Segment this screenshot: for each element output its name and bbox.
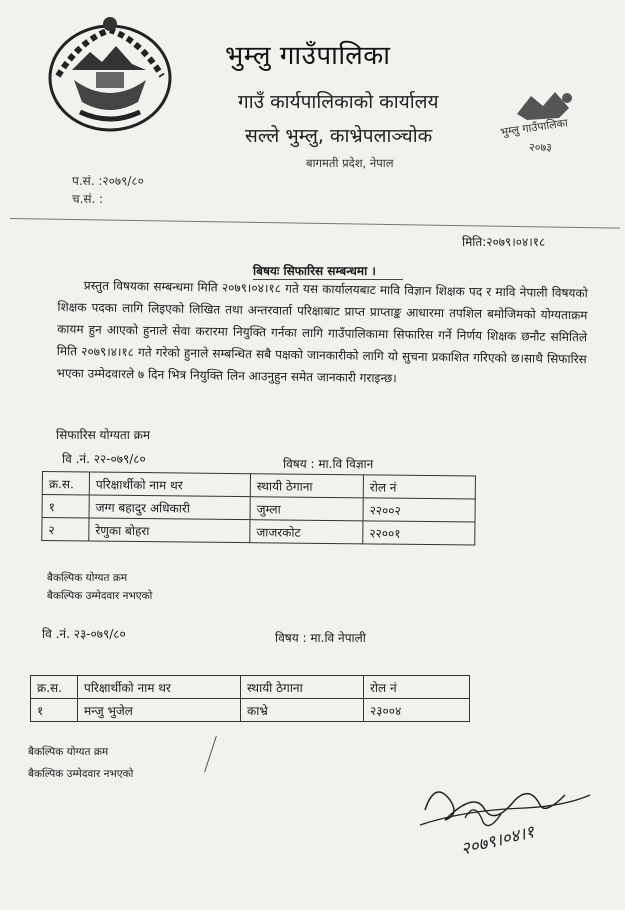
table-cell: जुम्ला bbox=[250, 497, 363, 521]
section1-table bbox=[41, 471, 476, 546]
table-cell: १ bbox=[42, 495, 89, 518]
header-cell: रोल नं bbox=[363, 475, 475, 499]
stamp-name: भुम्लु गाउँपालिका bbox=[499, 116, 569, 139]
signature-date: २०७९।०४।१ bbox=[459, 822, 537, 860]
table-cell: मन्जु भुजेल bbox=[78, 699, 241, 722]
signature-icon bbox=[405, 770, 605, 870]
header-cell: परिक्षार्थीको नाम थर bbox=[89, 472, 250, 497]
table-row bbox=[42, 518, 475, 546]
header-cell: परिक्षार्थीको नाम थर bbox=[78, 676, 241, 699]
section2-table bbox=[30, 675, 470, 722]
table-row bbox=[31, 699, 470, 722]
table-header-row bbox=[31, 676, 470, 699]
header-divider bbox=[10, 218, 620, 229]
table-cell: जाजरकोट bbox=[250, 520, 363, 544]
table-cell: काभ्रे bbox=[241, 699, 364, 722]
letter-body bbox=[56, 274, 588, 392]
body-paragraph: प्रस्तुत विषयका सम्बन्धमा मिति २०७९।०४।१८ गते यस कार्यालयबाट मावि विज्ञान शिक्षक पद र मावि नेपाली विषयको शिक्षक पदका लागि लिइएको लिखित तथा अन्तरवार्ता परिक्षाबाट प्राप्त प्राप्ताङ्क आधारमा तपशिल बमोजिमको योग्यताक्रम कायम हुन आएको हुनाले सेवा करारमा नियुक्ति गर्नका लागि गाउँपालिकामा सिफारिस गर्ने निर्णय शिक्षक छनौट समितिले मिति २०७९।४।१८ गते गरेको हुनाले सम्बन्धित सबै पक्षको जानकारीको लागि यो सुचना प्रकाशित गरिएको छ।साथै सिफारिस भएका उम्मेदवारले ७ दिन भित्र नियुक्ति लिन आउनुहुन समेत जानकारी गराइन्छ। bbox=[56, 278, 588, 386]
province: बागमती प्रदेश, नेपाल bbox=[306, 156, 394, 170]
section2-ref: वि .नं. २३-०७९/८० bbox=[42, 627, 126, 641]
table-cell: रेणुका बोहरा bbox=[89, 518, 250, 543]
recommendation-heading: सिफारिस योग्यता क्रम bbox=[56, 428, 151, 442]
table-cell: जग्ग बहादुर अधिकारी bbox=[89, 495, 250, 520]
section2-subject: विषय : मा.वि नेपाली bbox=[275, 631, 366, 645]
letter-subject: बिषयः सिफारिस सम्बन्धमा । bbox=[253, 264, 376, 278]
org-name: भुम्लु गाउँपालिका bbox=[225, 41, 391, 71]
section1-ref: वि .नं. २२-०७९/८० bbox=[62, 452, 146, 466]
section1-subject: विषय : मा.वि विज्ञान bbox=[283, 457, 374, 471]
table-cell: २ bbox=[42, 518, 89, 541]
dispatch-number: च.सं. : bbox=[72, 192, 104, 206]
stamp-year: २०७३ bbox=[529, 141, 552, 154]
letter-date: मिति:२०७९।०४।१८ bbox=[462, 235, 546, 249]
nepal-emblem-icon bbox=[40, 10, 180, 135]
office-address: सल्ले भुम्लु, काभ्रेपलाञ्चोक bbox=[245, 125, 433, 147]
table-cell: १ bbox=[31, 699, 78, 722]
section1-alt-rank: बैकल्पिक योग्यत क्रम bbox=[47, 572, 128, 584]
header-cell: क्र.स. bbox=[42, 472, 89, 495]
reference-number: प.सं. :२०७९/८० bbox=[72, 174, 144, 188]
section2-alt-rank: बैकल्पिक योग्यत क्रम bbox=[28, 746, 109, 758]
section2-alt-none: बैकल्पिक उम्मेदवार नभएको bbox=[28, 768, 134, 780]
header-cell: स्थायी ठेगाना bbox=[241, 676, 364, 699]
header-cell: स्थायी ठेगाना bbox=[250, 474, 363, 498]
header-cell: क्र.स. bbox=[31, 676, 78, 699]
table-cell: २३००४ bbox=[364, 699, 470, 722]
table-cell: २२००१ bbox=[363, 521, 475, 545]
pen-mark bbox=[204, 736, 217, 772]
section1-alt-none: बैकल्पिक उम्मेदवार नभएको bbox=[47, 590, 153, 602]
header-cell: रोल नं bbox=[364, 676, 470, 699]
office-name: गाउँ कार्यपालिकाको कार्यालय bbox=[238, 91, 439, 113]
table-cell: २२००२ bbox=[363, 498, 475, 522]
